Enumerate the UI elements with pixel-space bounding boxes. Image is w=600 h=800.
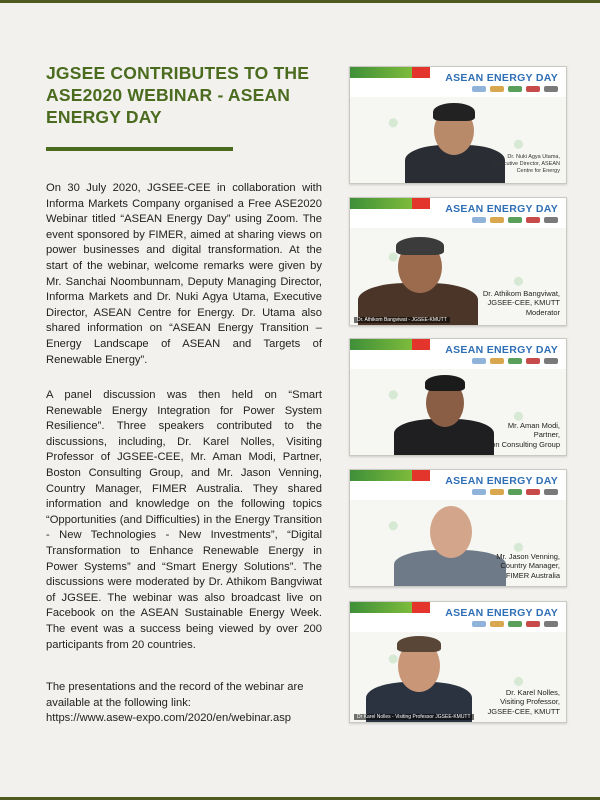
video-frame-utama	[349, 66, 567, 184]
caption-line: Mr. Jason Venning,	[496, 551, 560, 561]
caption-line: Country Manager,	[500, 561, 560, 570]
caption-line: Centre for Energy	[516, 168, 560, 174]
caption-line: JGSEE-CEE, KMUTT	[487, 298, 560, 307]
video-frame-bangviwat	[349, 197, 567, 326]
speaker-hair	[396, 237, 444, 255]
speaker-hair	[425, 375, 465, 391]
paragraph-intro: On 30 July 2020, JGSEE-CEE in collaboration with Informa Markets Company organised a Free ASE2020 Webinar titled “ASEAN Energy Day” using Zoom. The event sponsored by FIMER, aimed at sharing views on power businesses and digital transformation. At the start of the webinar, welcome remarks were given by Mr. Sanchai Noombunnam, Deputy Managing Director, Informa Markets and Dr. Nuki Agya Utama, Executive Director, ASEAN Centre for Energy. Dr. Utama also shared information on “ASEAN Energy Transition – Energy Landscape of ASEAN and Targets of Renewable Energy”.	[46, 182, 322, 366]
webinar-link[interactable]: https://www.asew-expo.com/2020/en/webinar.asp	[46, 712, 292, 725]
paragraph-link-intro	[46, 680, 322, 727]
sponsor-logos	[448, 489, 558, 496]
frame-banner	[350, 470, 566, 500]
speaker-video-nolles	[364, 632, 474, 722]
frame-banner	[350, 198, 566, 228]
speaker-caption-utama	[494, 154, 560, 175]
zoom-name-tag: Dr Karel Nolles - Visiting Professor JGSEE-KMUTT	[354, 714, 474, 720]
caption-line: Moderator	[525, 307, 560, 317]
speaker-hair	[433, 103, 475, 121]
speaker-caption-bangviwat	[483, 289, 560, 318]
speaker-caption-modi	[476, 421, 560, 450]
frame-banner	[350, 339, 566, 369]
speaker-video-venning	[390, 500, 510, 586]
banner-stripe	[350, 198, 412, 209]
sponsor-logos	[448, 86, 558, 93]
sponsor-logos	[448, 358, 558, 365]
video-frame-nolles	[349, 601, 567, 723]
frame-banner	[350, 602, 566, 632]
caption-line: Dr. Karel Nolles,	[505, 687, 560, 697]
caption-line: Boston Consulting Group	[476, 439, 560, 449]
caption-line: JGSEE-CEE, KMUTT	[487, 706, 560, 716]
banner-title: ASEAN ENERGY DAY	[445, 607, 558, 619]
banner-stripe	[350, 67, 412, 78]
banner-title: ASEAN ENERGY DAY	[445, 344, 558, 356]
sponsor-logos	[448, 621, 558, 628]
video-frame-modi	[349, 338, 567, 456]
frame-banner	[350, 67, 566, 97]
banner-title: ASEAN ENERGY DAY	[445, 475, 558, 487]
caption-line: Mr. Aman Modi,	[507, 420, 560, 430]
caption-line: Partner,	[533, 430, 560, 439]
banner-title: ASEAN ENERGY DAY	[445, 72, 558, 84]
speaker-caption-nolles	[487, 688, 560, 717]
banner-accent	[412, 602, 430, 613]
zoom-name-tag: Dr. Athikom Bangviwat - JGSEE-KMUTT	[354, 317, 450, 323]
paragraph-panel: A panel discussion was then held on “Smart Renewable Energy Integration for Power System Resilience”. Three speakers contributed to the discussions, including, Dr. Karel Nolles, Visiting Professor of JGSEE-CEE, Mr. Aman Modi, Partner, Boston Consulting Group, and Mr. Jason Venning, Country Manager, FIMER Australia. They shared information and knowledge on the following topics “Opportunities (and Difficulties) in the Energy Transition - New Technologies - New Investments”, “Digital Transformation to Enhance Renewable Energy in Power Systems” and “Smart Energy Solutions”. The discussions were moderated by Dr. Athikom Bangviwat of JGSEE. The webinar was also broadcast live on Facebook on the ASEAN Sustainable Energy Week. The event was a success being viewed by over 200 participants from 20 countries.	[46, 389, 322, 651]
page-title: JGSEE CONTRIBUTES TO THE ASE2020 WEBINAR - ASEAN ENERGY DAY	[46, 63, 310, 127]
caption-line: Executive Director, ASEAN	[494, 161, 560, 167]
banner-stripe	[350, 470, 412, 481]
banner-accent	[412, 198, 430, 209]
banner-accent	[412, 67, 430, 78]
top-edge-bar	[0, 0, 600, 3]
caption-line: FIMER Australia	[505, 570, 560, 580]
banner-title: ASEAN ENERGY DAY	[445, 203, 558, 215]
banner-stripe	[350, 602, 412, 613]
speaker-caption-venning	[496, 552, 560, 581]
banner-stripe	[350, 339, 412, 350]
video-frame-venning	[349, 469, 567, 587]
link-intro-text: The presentations and the record of the webinar are available at the following link:	[46, 681, 304, 709]
caption-line: Visiting Professor,	[500, 697, 560, 706]
speaker-video-bangviwat	[358, 233, 478, 325]
speaker-hair	[397, 636, 441, 652]
title-underline	[46, 147, 233, 151]
banner-accent	[412, 339, 430, 350]
speaker-head	[430, 506, 472, 558]
sponsor-logos	[448, 217, 558, 224]
banner-accent	[412, 470, 430, 481]
caption-line: Dr. Nuki Agya Utama,	[507, 154, 560, 160]
caption-line: Dr. Athikom Bangviwat,	[482, 288, 560, 298]
